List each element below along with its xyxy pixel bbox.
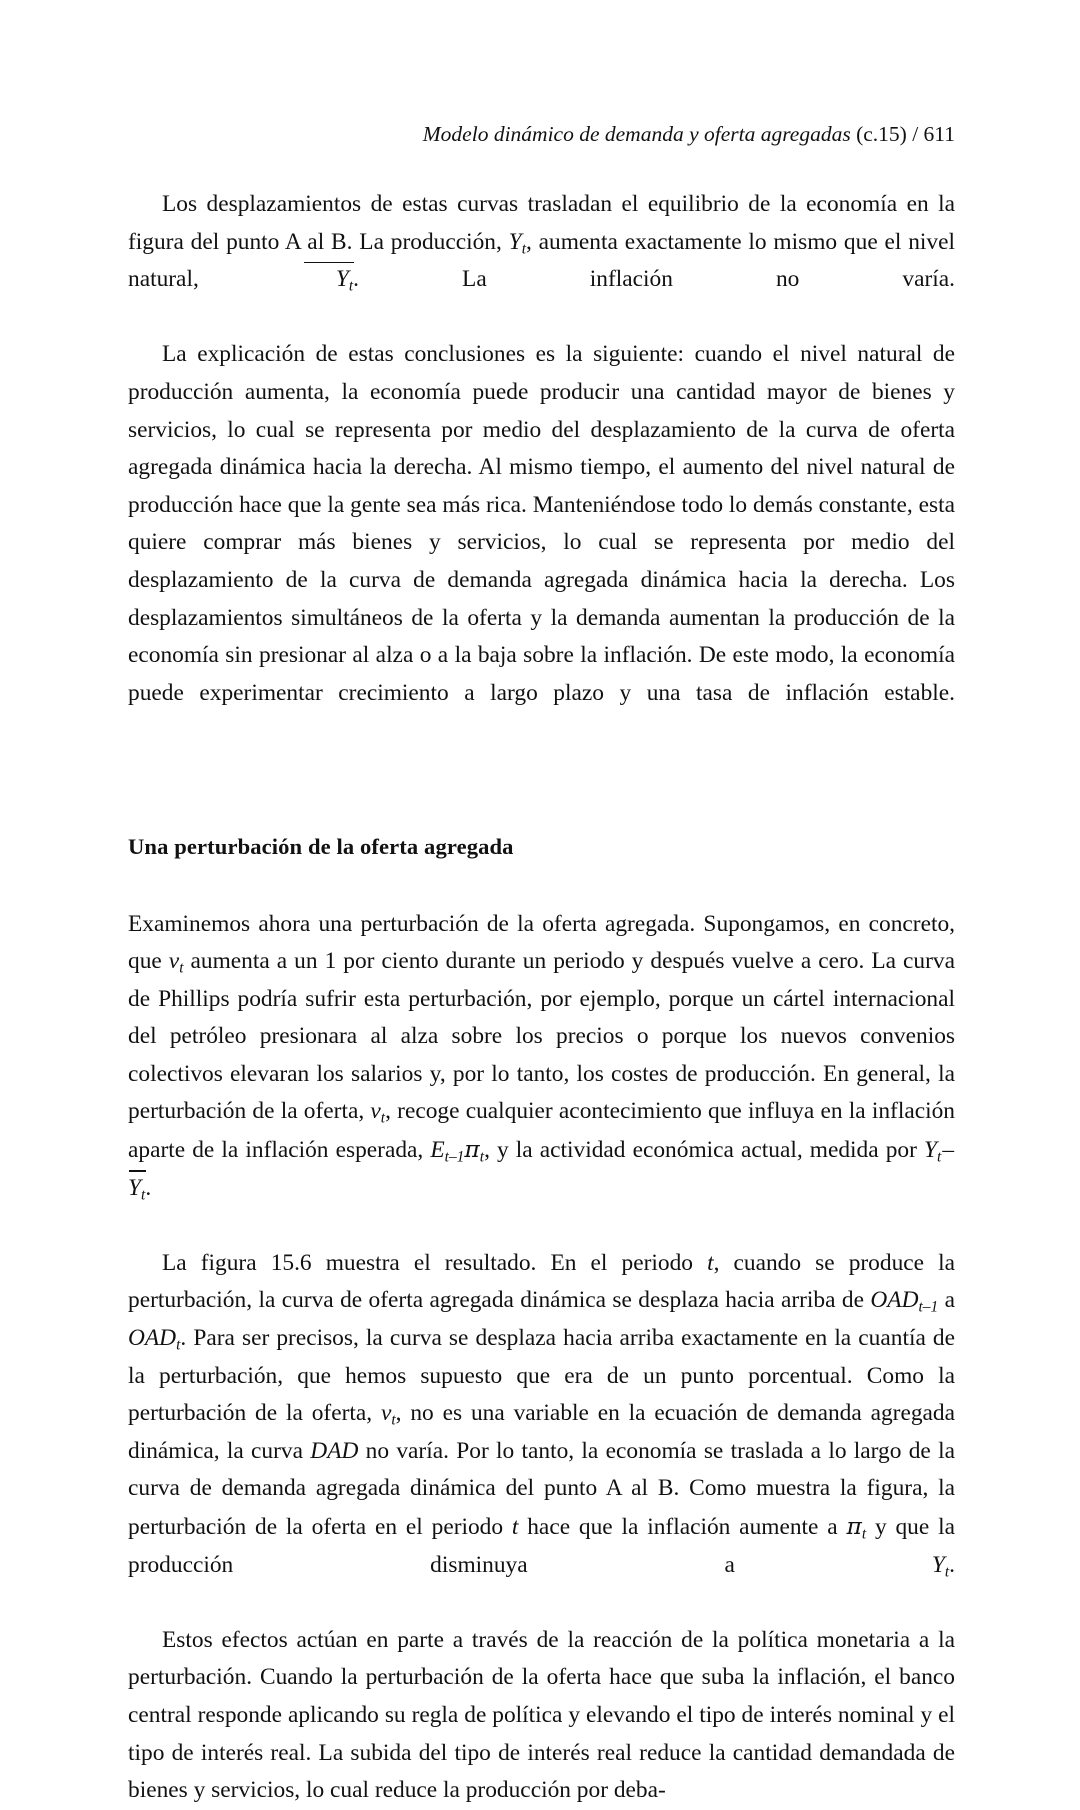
p3-math-Y: $Y_t$ xyxy=(924,1137,942,1166)
p3-math-Ybar: $Y_t$ xyxy=(128,1170,145,1208)
p3-math-minus: – xyxy=(942,1137,955,1164)
paragraph-2: La explicación de estas conclusiones es la siguiente: cuando el nivel natural de producción aumenta, la economía puede producir una cantidad mayor de bienes y servicios, lo cual se representa por medio del desplazamiento de la curva de oferta agregada dinámica hacia la derecha. Al mismo tiempo, el aumento del nivel natural de producción hace que la gente sea más rica. Manteniéndose todo lo demás constante, esta quiere comprar más bienes y servicios, lo cual se representa por medio del desplazamiento de la curva de demanda agregada dinámica hacia la derecha. Los desplazamientos simultáneos de la oferta y la demanda aumentan la producción de la economía sin presionar al alza o a la baja sobre la inflación. De este modo, la economía puede experimentar crecimiento a largo plazo y una tasa de inflación estable. xyxy=(128,341,955,706)
running-head xyxy=(128,122,955,148)
p4-text-part-7: hace que la inflación aumente a xyxy=(518,1514,847,1540)
section-heading: Una perturbación de la oferta agregada xyxy=(128,833,514,859)
p1-math-Y: $Y_t$ xyxy=(508,228,526,257)
p1-text-part-2: , aumenta exactamente lo mismo que el nivel natural, xyxy=(128,228,955,293)
p3-text-part-3: , recoge cualquier acontecimiento que influya en la inflación aparte de la inflación esperada, xyxy=(128,1098,955,1164)
paragraph-1 xyxy=(128,186,955,336)
p3-text-part-1: Examinemos ahora una perturbación de la oferta agregada. Supongamos, en concreto, que xyxy=(128,910,955,975)
p3-text-part-4: , y la actividad económica actual, medida por xyxy=(484,1137,924,1164)
running-head-chapter-page: (c.15) / 611 xyxy=(856,122,955,146)
p4-text-part-5: , no es una variable en la ecuación de demanda agregada dinámica, la curva xyxy=(128,1400,955,1464)
p4-math-DAD: DAD xyxy=(310,1437,359,1464)
p3-math-v-2: $v_t$ xyxy=(370,1098,386,1127)
spacer-below-heading xyxy=(128,866,955,906)
p4-text-part-6: no varía. Por lo tanto, la economía se traslada a lo largo de la curva de demanda agregada dinámica del punto A al B. Como muestra la figura, la perturbación de la oferta en el periodo xyxy=(128,1437,955,1540)
p4-math-t-1: t xyxy=(707,1249,714,1276)
p4-text-part-2: , cuando se produce la perturbación, la curva de oferta agregada dinámica se desplaza hacia arriba de xyxy=(128,1249,955,1314)
p4-math-v: $v_t$ xyxy=(380,1400,396,1429)
p1-text-part-3: . La inflación no varía. xyxy=(353,266,955,293)
body-text-block xyxy=(128,186,955,1810)
overbar xyxy=(129,1170,146,1171)
p4-text-part-4: . Para ser precisos, la curva se desplaza hacia arriba exactamente en la cuantía de la perturbación, que hemos supuesto que era de un punto porcentual. Como la perturbación de la oferta, xyxy=(128,1325,955,1427)
p4-text-part-1: La figura 15.6 muestra el resultado. En el periodo xyxy=(162,1249,708,1276)
p3-math-expectation: $E_{t-1}\pi_t$ xyxy=(430,1135,485,1166)
p4-text-part-3: a xyxy=(938,1287,956,1314)
spacer-above-heading xyxy=(128,750,955,828)
p4-math-OAD-curr: $OAD_t$ xyxy=(128,1325,181,1354)
p1-text-part-1: Los desplazamientos de estas curvas trasladan el equilibrio de la economía en la figura del punto A al B. La producción, xyxy=(128,191,955,255)
running-head-title: Modelo dinámico de demanda y oferta agregadas xyxy=(422,122,851,146)
p3-math-v-1: $v_t$ xyxy=(168,948,184,977)
p4-text-part-8: y que la producción disminuya a xyxy=(128,1514,955,1578)
p3-text-part-2: aumenta a un 1 por ciento durante un periodo y después vuelve a cero. La curva de Phillips podría sufrir esta perturbación, por ejemplo, porque un cártel internacional del petróleo presionara al alza sobre los precios o porque los nuevos convenios colectivos elevaran los salarios y, por lo tanto, los costes de producción. En general, la perturbación de la oferta, xyxy=(128,948,955,1125)
overbar xyxy=(304,262,354,263)
paragraph-5: Estos efectos actúan en parte a través de la reacción de la política monetaria a la perturbación. Cuando la perturbación de la oferta hace que suba la inflación, el banco central responde aplicando su regla de política y elevando el tipo de interés nominal y el tipo de interés real. La subida del tipo de interés real reduce la cantidad demandada de bienes y servicios, lo cual reduce la producción por deba- xyxy=(128,1626,955,1804)
p4-math-t-2: t xyxy=(511,1514,519,1540)
p4-math-Y: $Y_t$ xyxy=(931,1551,950,1580)
p3-text-part-5: . xyxy=(145,1174,152,1201)
p1-math-Ybar: $Y_t$ xyxy=(302,261,353,299)
paragraph-4 xyxy=(128,1245,955,1622)
p4-math-pi: $\pi_t$ xyxy=(846,1512,867,1543)
p4-text-part-9: . xyxy=(949,1551,955,1578)
p4-math-OAD-prev: $OAD_{t-1}$ xyxy=(870,1287,939,1316)
paragraph-3 xyxy=(128,906,955,1245)
